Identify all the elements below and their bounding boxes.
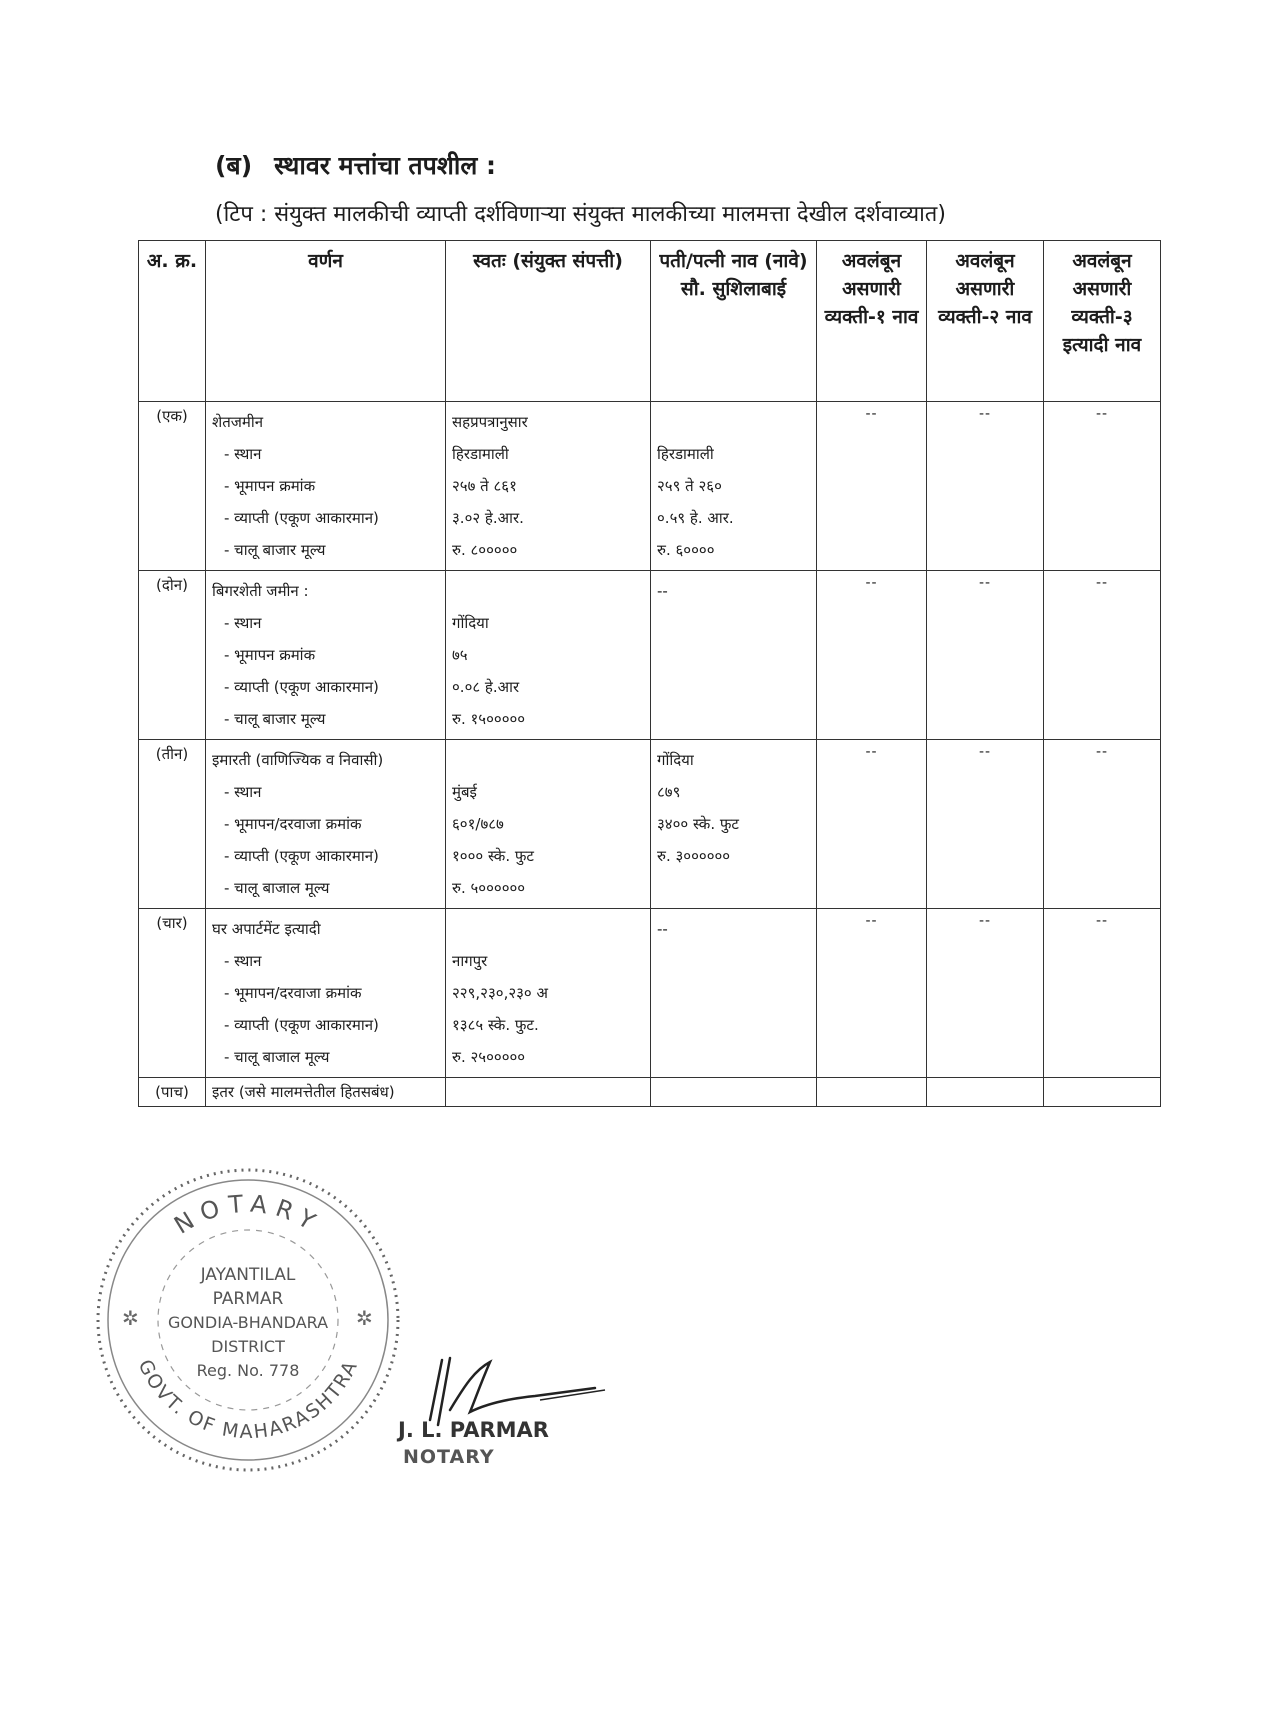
spouse-value: [657, 1041, 810, 1073]
spouse-value: [657, 671, 810, 703]
self-value: १००० स्के. फुट: [452, 847, 534, 865]
self-value: २२९,२३०,२३० अ: [452, 984, 548, 1002]
spouse-value: [657, 1009, 810, 1041]
spouse-value: रु. ३००००००: [657, 847, 731, 865]
self-value: रु. २५०००००: [452, 1048, 526, 1066]
seal-flower-right-icon: ✲: [356, 1306, 373, 1330]
item-title: इमारती (वाणिज्यिक व निवासी): [212, 751, 384, 769]
table-row: [139, 402, 1161, 571]
spouse-value: गोंदिया: [657, 751, 694, 769]
row-number: (तीन): [139, 740, 206, 909]
header-dependent-2: अवलंबून असणारी व्यक्ती-२ नाव: [927, 241, 1044, 402]
seal-bottom-text: GOVT. OF MAHARASHTRA: [133, 1356, 363, 1444]
item-survey-number: - भूमापन/दरवाजा क्रमांक: [224, 984, 362, 1002]
item-market-value: - चालू बाजार मूल्य: [224, 541, 326, 559]
self-values: [446, 571, 651, 740]
seal-district-label: DISTRICT: [211, 1337, 285, 1356]
self-value: [452, 744, 644, 776]
item-area: - व्याप्ती (एकूण आकारमान): [224, 509, 379, 527]
self-value: रु. ५००००००: [452, 879, 526, 897]
item-title: शेतजमीन: [212, 413, 264, 431]
self-value: सहप्रपत्रानुसार: [452, 413, 528, 431]
header-spouse: पती/पत्नी नाव (नावे) सौ. सुशिलाबाई: [651, 241, 817, 402]
item-title: घर अपार्टमेंट इत्यादी: [212, 920, 321, 938]
dependent-1-value: --: [817, 402, 927, 571]
item-area: - व्याप्ती (एकूण आकारमान): [224, 1016, 379, 1034]
row-number: (दोन): [139, 571, 206, 740]
dependent-3-value: --: [1044, 402, 1161, 571]
dependent-1-value: --: [817, 909, 927, 1078]
item-location: - स्थान: [224, 783, 262, 801]
seal-name-line-1: JAYANTILAL: [200, 1265, 296, 1285]
notary-title: NOTARY: [403, 1446, 495, 1468]
spouse-value: [657, 639, 810, 671]
self-value: गोंदिया: [452, 614, 489, 632]
self-value: मुंबई: [452, 783, 477, 801]
section-heading: [215, 148, 496, 182]
item-market-value: - चालू बाजाल मूल्य: [224, 1048, 330, 1066]
item-market-value: - चालू बाजाल मूल्य: [224, 879, 330, 897]
row-number: (एक): [139, 402, 206, 571]
dependent-3-value: [1044, 1078, 1161, 1107]
self-value: ३.०२ हे.आर.: [452, 509, 524, 527]
notary-seal: [88, 1160, 408, 1480]
spouse-value: --: [657, 582, 668, 600]
self-value: २५७ ते ८६१: [452, 477, 517, 495]
table-row-other: [139, 1078, 1161, 1107]
spouse-value: ०.५९ हे. आर.: [657, 509, 734, 527]
self-values: [446, 909, 651, 1078]
table-row: [139, 571, 1161, 740]
header-self: स्वतः (संयुक्त संपत्ती): [446, 241, 651, 402]
row-number: (पाच): [139, 1078, 206, 1107]
self-values: [446, 740, 651, 909]
section-label: (ब): [215, 151, 253, 180]
notary-name: J. L. PARMAR: [398, 1418, 549, 1442]
self-value: हिरडामाली: [452, 445, 509, 463]
item-survey-number: - भूमापन क्रमांक: [224, 477, 316, 495]
item-location: - स्थान: [224, 445, 262, 463]
dependent-1-value: --: [817, 571, 927, 740]
self-value: [452, 575, 644, 607]
dependent-2-value: [927, 1078, 1044, 1107]
table-header-row: [139, 241, 1161, 402]
self-values: [446, 402, 651, 571]
spouse-value: हिरडामाली: [657, 445, 714, 463]
item-location: - स्थान: [224, 614, 262, 632]
spouse-value: रु. ६००००: [657, 541, 715, 559]
seal-reg-number: Reg. No. 778: [196, 1361, 300, 1380]
self-value: १३८५ स्के. फुट.: [452, 1016, 539, 1034]
row-description: [206, 909, 446, 1078]
item-area: - व्याप्ती (एकूण आकारमान): [224, 678, 379, 696]
dependent-2-value: --: [927, 571, 1044, 740]
immovable-assets-table: [138, 240, 1161, 1107]
dependent-2-value: --: [927, 909, 1044, 1078]
dependent-2-value: --: [927, 402, 1044, 571]
header-dependent-1: अवलंबून असणारी व्यक्ती-१ नाव: [817, 241, 927, 402]
self-value: ७५: [452, 646, 468, 664]
item-area: - व्याप्ती (एकूण आकारमान): [224, 847, 379, 865]
spouse-value: [657, 607, 810, 639]
spouse-values: [651, 1078, 817, 1107]
dependent-1-value: --: [817, 740, 927, 909]
self-value: रु. १५०००००: [452, 710, 526, 728]
dependent-2-value: --: [927, 740, 1044, 909]
row-description: [206, 402, 446, 571]
row-number: (चार): [139, 909, 206, 1078]
dependent-3-value: --: [1044, 909, 1161, 1078]
row-description: [206, 571, 446, 740]
self-value: रु. ८०००००: [452, 541, 518, 559]
spouse-values: [651, 402, 817, 571]
seal-district-line: GONDIA-BHANDARA: [167, 1313, 329, 1332]
table-row: [139, 740, 1161, 909]
dependent-1-value: [817, 1078, 927, 1107]
item-survey-number: - भूमापन क्रमांक: [224, 646, 316, 664]
item-title: बिगरशेती जमीन :: [212, 582, 309, 600]
header-serial: अ. क्र.: [139, 241, 206, 402]
item-survey-number: - भूमापन/दरवाजा क्रमांक: [224, 815, 362, 833]
spouse-values: [651, 571, 817, 740]
seal-name-line-2: PARMAR: [212, 1289, 284, 1309]
self-value: [452, 913, 644, 945]
spouse-value: ८७९: [657, 783, 681, 801]
spouse-values: [651, 909, 817, 1078]
header-description: वर्णन: [206, 241, 446, 402]
table-row: [139, 909, 1161, 1078]
self-value: ६०१/७८७: [452, 815, 504, 833]
item-location: - स्थान: [224, 952, 262, 970]
dependent-3-value: --: [1044, 740, 1161, 909]
spouse-value: [657, 977, 810, 1009]
spouse-value: --: [657, 920, 668, 938]
self-values: [446, 1078, 651, 1107]
self-value: ०.०८ हे.आर: [452, 678, 520, 696]
section-note: (टिप : संयुक्त मालकीची व्याप्ती दर्शविणाऱ्या संयुक्त मालकीच्या मालमत्ता देखील दर्शवाव्यात): [215, 202, 946, 227]
item-market-value: - चालू बाजार मूल्य: [224, 710, 326, 728]
row-description: इतर (जसे मालमत्तेतील हितसबंध): [206, 1078, 446, 1107]
spouse-values: [651, 740, 817, 909]
dependent-3-value: --: [1044, 571, 1161, 740]
header-dependent-3: अवलंबून असणारी व्यक्ती-३ इत्यादी नाव: [1044, 241, 1161, 402]
spouse-value: [657, 406, 810, 438]
spouse-value: [657, 703, 810, 735]
spouse-value: [657, 872, 810, 904]
spouse-value: ३४०० स्के. फुट: [657, 815, 739, 833]
spouse-value: [657, 945, 810, 977]
row-description: [206, 740, 446, 909]
seal-top-text: NOTARY: [169, 1189, 327, 1240]
self-value: नागपुर: [452, 952, 488, 970]
section-title: स्थावर मत्तांचा तपशील :: [274, 151, 496, 180]
spouse-value: २५९ ते २६०: [657, 477, 722, 495]
seal-flower-left-icon: ✲: [122, 1306, 139, 1330]
